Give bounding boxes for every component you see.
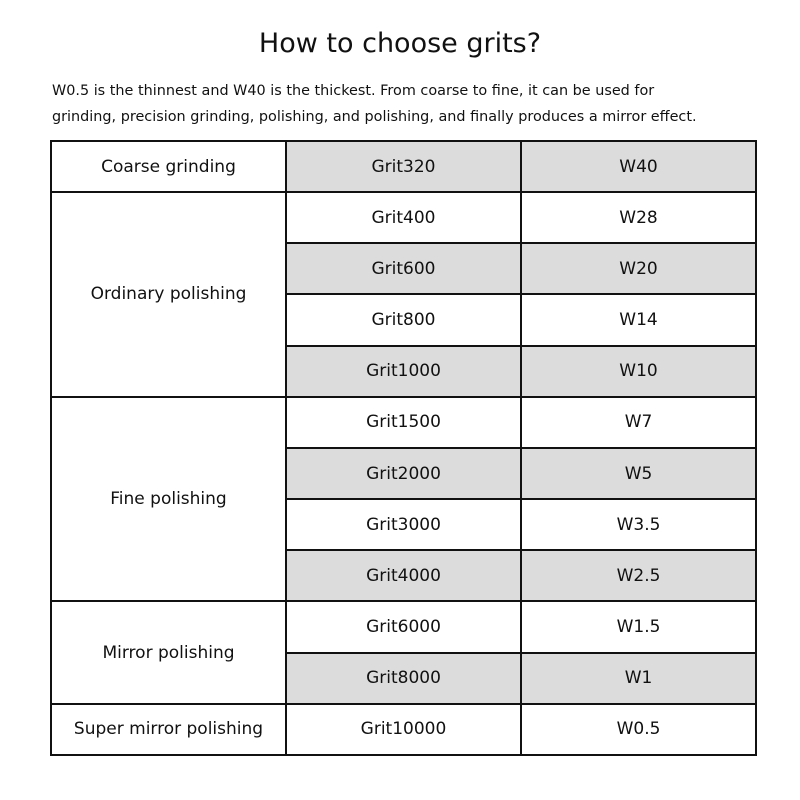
w-cell: W40	[521, 141, 756, 192]
w-cell: W10	[521, 346, 756, 397]
w-cell: W5	[521, 448, 756, 499]
page-title: How to choose grits?	[258, 28, 542, 59]
grit-cell: Grit6000	[286, 601, 521, 652]
stage-cell-ordinary-polishing: Ordinary polishing	[51, 192, 286, 397]
grit-cell: Grit4000	[286, 550, 521, 601]
w-cell: W2.5	[521, 550, 756, 601]
table-row	[51, 704, 756, 755]
stage-cell-coarse-grinding: Coarse grinding	[51, 141, 286, 192]
grit-cell: Grit8000	[286, 653, 521, 704]
intro-paragraph	[52, 78, 772, 130]
grit-table	[50, 140, 757, 756]
w-cell: W20	[521, 243, 756, 294]
grit-cell: Grit1000	[286, 346, 521, 397]
stage-cell-super-mirror-polishing: Super mirror polishing	[51, 704, 286, 755]
grit-cell: Grit10000	[286, 704, 521, 755]
grit-cell: Grit600	[286, 243, 521, 294]
w-cell: W1.5	[521, 601, 756, 652]
grit-cell: Grit400	[286, 192, 521, 243]
w-cell: W0.5	[521, 704, 756, 755]
stage-cell-fine-polishing: Fine polishing	[51, 397, 286, 602]
table-row	[51, 601, 756, 652]
grit-cell: Grit3000	[286, 499, 521, 550]
w-cell: W1	[521, 653, 756, 704]
intro-line-1: W0.5 is the thinnest and W40 is the thickest. From coarse to fine, it can be used for	[52, 83, 655, 99]
w-cell: W28	[521, 192, 756, 243]
w-cell: W14	[521, 294, 756, 345]
table-row	[51, 141, 756, 192]
w-cell: W3.5	[521, 499, 756, 550]
grit-cell: Grit320	[286, 141, 521, 192]
w-cell: W7	[521, 397, 756, 448]
grit-cell: Grit2000	[286, 448, 521, 499]
grit-cell: Grit800	[286, 294, 521, 345]
grit-cell: Grit1500	[286, 397, 521, 448]
table-row	[51, 192, 756, 243]
table-row	[51, 397, 756, 448]
intro-line-2: grinding, precision grinding, polishing, and polishing, and finally produces a mirror effect.	[52, 109, 697, 125]
stage-cell-mirror-polishing: Mirror polishing	[51, 601, 286, 703]
